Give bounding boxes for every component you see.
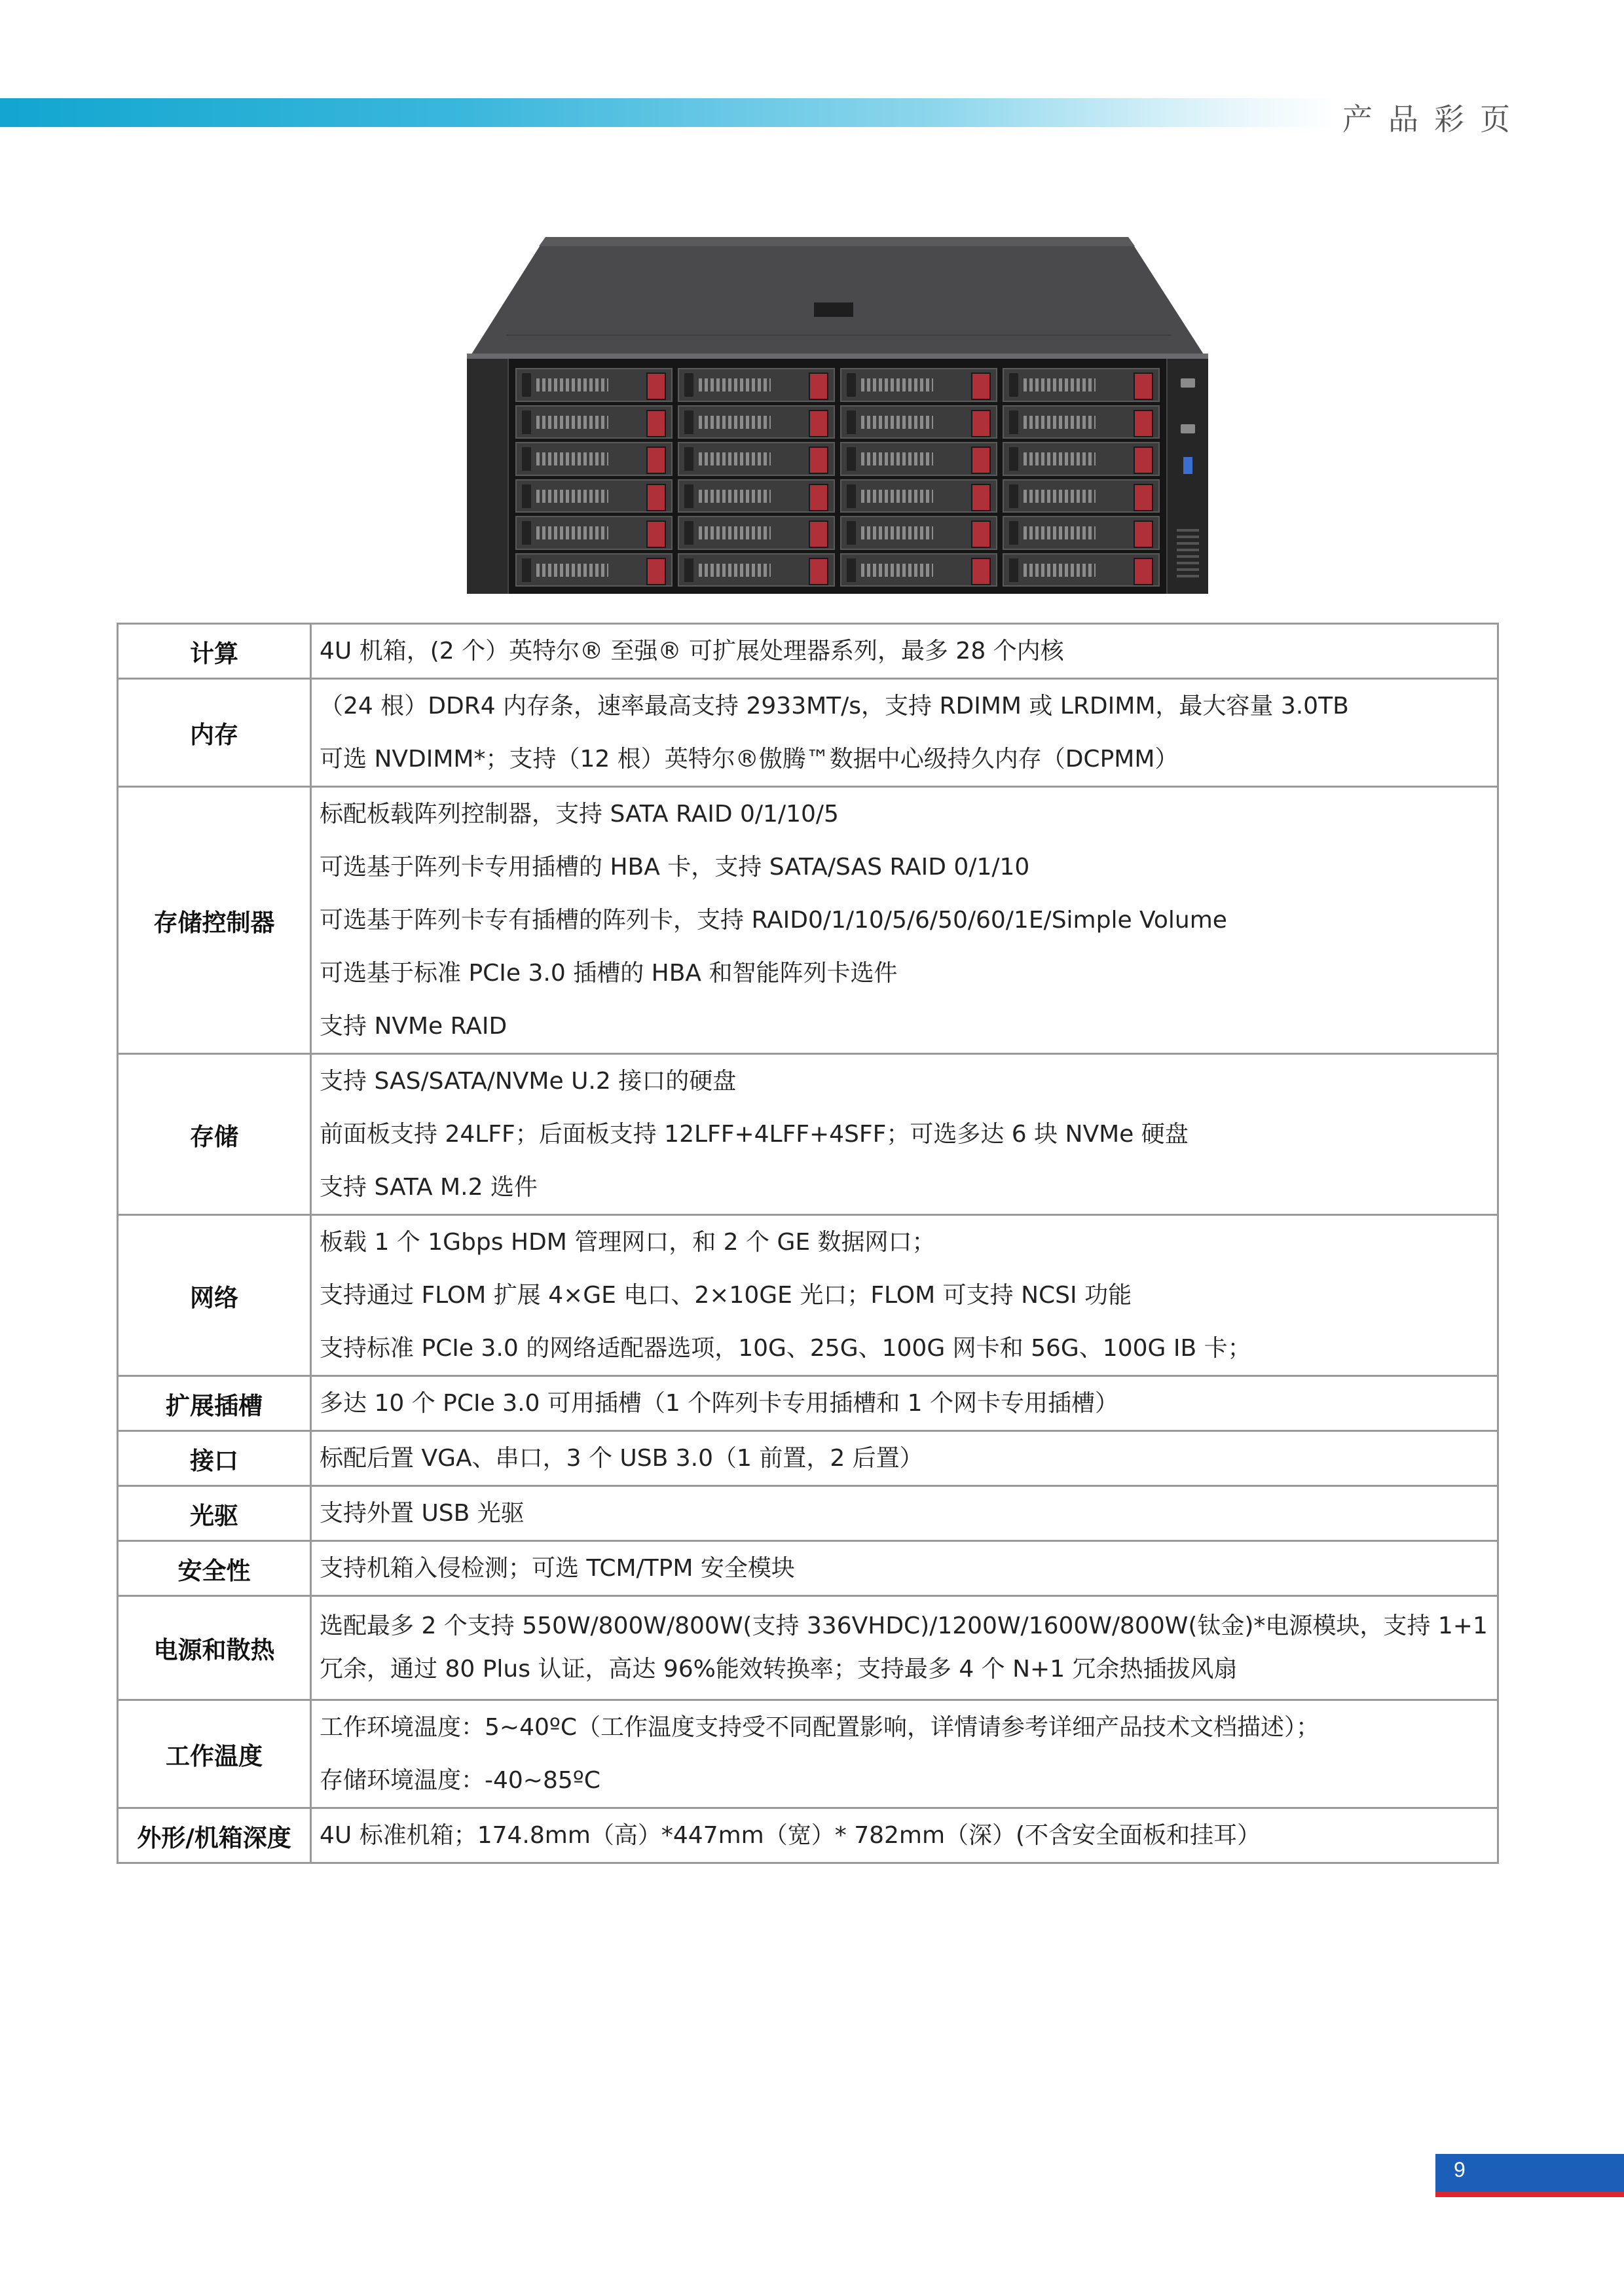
spec-content [311,1376,1498,1431]
spec-line: 4U 标准机箱；174.8mm（高）*447mm（宽）* 782mm（深）(不含安全面板和挂耳） [320,1822,1261,1849]
spec-line: 可选 NVDIMM*；支持（12 根）英特尔®傲腾™数据中心级持久内存（DCPMM） [320,746,1179,773]
spec-line: 多达 10 个 PCIe 3.0 可用插槽（1 个阵列卡专用插槽和 1 个网卡专用插槽） [320,1390,1119,1417]
drive-bay [1003,405,1160,439]
spec-line: 支持 NVMe RAID [320,1013,507,1040]
spec-content [311,787,1498,1054]
spec-line: 4U 机箱，(2 个）英特尔® 至强® 可扩展处理器系列，最多 28 个内核 [320,638,1064,665]
drive-bay [678,479,835,513]
drive-bay [515,479,673,513]
spec-line: 支持外置 USB 光驱 [320,1500,525,1527]
spec-label: 计算 [118,624,311,679]
spec-line: 标配板载阵列控制器，支持 SATA RAID 0/1/10/5 [320,801,839,828]
spec-row [118,679,1498,787]
server-front-panel [467,359,1208,594]
drive-bay [515,553,673,587]
vent-icon [1177,529,1199,581]
spec-line: 板载 1 个 1Gbps HDM 管理网口，和 2 个 GE 数据网口； [320,1229,936,1256]
drive-bay [678,368,835,402]
spec-row [118,1431,1498,1486]
spec-row [118,1486,1498,1541]
spec-label: 存储控制器 [118,787,311,1054]
drive-bay [678,442,835,476]
spec-row [118,624,1498,679]
drive-bay [840,516,997,550]
right-rack-ear [1166,359,1208,594]
spec-label: 安全性 [118,1541,311,1596]
spec-row [118,1700,1498,1808]
power-button-icon [1181,378,1195,388]
drive-bay [678,405,835,439]
spec-label: 光驱 [118,1486,311,1541]
drive-bay [515,405,673,439]
drive-bay [678,516,835,550]
header-accent-bar [0,98,1336,127]
server-chassis-top [467,237,1208,368]
drive-bay [1003,442,1160,476]
spec-line: 支持标准 PCIe 3.0 的网络适配器选项，10G、25G、100G 网卡和 56G、100G IB 卡； [320,1335,1251,1362]
drive-bay [840,405,997,439]
spec-label: 扩展插槽 [118,1376,311,1431]
drive-bays [515,368,1160,587]
drive-bay [1003,368,1160,402]
spec-line: 冗余，通过 80 Plus 认证，高达 96%能效转换率；支持最多 4 个 N+1 冗余热插拔风扇 [320,1656,1238,1683]
spec-line: 支持机箱入侵检测；可选 TCM/TPM 安全模块 [320,1555,795,1582]
spec-label: 网络 [118,1215,311,1376]
drive-bay [515,516,673,550]
left-rack-ear [467,359,509,594]
spec-content [311,1486,1498,1541]
spec-content [311,1431,1498,1486]
spec-content [311,1808,1498,1863]
drive-bay [678,553,835,587]
drive-bay [515,442,673,476]
drive-bay [840,553,997,587]
usb-port-icon [1183,457,1192,474]
drive-bay [1003,553,1160,587]
spec-line: 工作环境温度：5~40ºC（工作温度支持受不同配置影响，详情请参考详细产品技术文档描述）； [320,1714,1320,1741]
spec-row [118,1541,1498,1596]
drive-bay [1003,479,1160,513]
drive-bay [515,368,673,402]
spec-content [311,1054,1498,1215]
spec-row [118,1054,1498,1215]
spec-line: 标配后置 VGA、串口，3 个 USB 3.0（1 前置，2 后置） [320,1445,923,1472]
spec-label: 工作温度 [118,1700,311,1808]
spec-content [311,624,1498,679]
spec-row [118,1808,1498,1863]
spec-content [311,679,1498,787]
spec-row [118,787,1498,1054]
server-illustration [467,237,1208,594]
spec-line: 选配最多 2 个支持 550W/800W/800W(支持 336VHDC)/1200W/1600W/800W(钛金)*电源模块，支持 1+1 [320,1613,1488,1639]
spec-content [311,1541,1498,1596]
spec-line: 支持 SATA M.2 选件 [320,1174,538,1201]
drive-bay [840,442,997,476]
spec-content [311,1596,1498,1700]
spec-content [311,1215,1498,1376]
drive-bay [840,368,997,402]
spec-line: 存储环境温度：-40~85ºC [320,1767,600,1794]
spec-label: 电源和散热 [118,1596,311,1700]
spec-line: 可选基于阵列卡专有插槽的阵列卡，支持 RAID0/1/10/5/6/50/60/1E/Simple Volume [320,907,1227,934]
spec-row [118,1376,1498,1431]
spec-line: 前面板支持 24LFF；后面板支持 12LFF+4LFF+4SFF；可选多达 6 块 NVMe 硬盘 [320,1121,1189,1148]
drive-bay [840,479,997,513]
spec-label: 内存 [118,679,311,787]
drive-bay [1003,516,1160,550]
page-number: 9 [1454,2158,1466,2181]
spec-label: 外形/机箱深度 [118,1808,311,1863]
spec-line: 可选基于阵列卡专用插槽的 HBA 卡，支持 SATA/SAS RAID 0/1/10 [320,854,1030,881]
spec-row [118,1596,1498,1700]
spec-content [311,1700,1498,1808]
header-title: 产品彩页 [1342,101,1526,137]
spec-label: 存储 [118,1054,311,1215]
spec-line: 支持 SAS/SATA/NVMe U.2 接口的硬盘 [320,1068,737,1095]
spec-label: 接口 [118,1431,311,1486]
spec-line: （24 根）DDR4 内存条，速率最高支持 2933MT/s，支持 RDIMM 或 LRDIMM，最大容量 3.0TB [320,693,1349,720]
spec-row [118,1215,1498,1376]
spec-line: 可选基于标准 PCIe 3.0 插槽的 HBA 和智能阵列卡选件 [320,960,898,987]
uid-button-icon [1181,424,1195,433]
spec-table [117,623,1499,1864]
spec-line: 支持通过 FLOM 扩展 4×GE 电口、2×10GE 光口；FLOM 可支持 NCSI 功能 [320,1282,1132,1309]
page-number-badge [1435,2154,1624,2197]
